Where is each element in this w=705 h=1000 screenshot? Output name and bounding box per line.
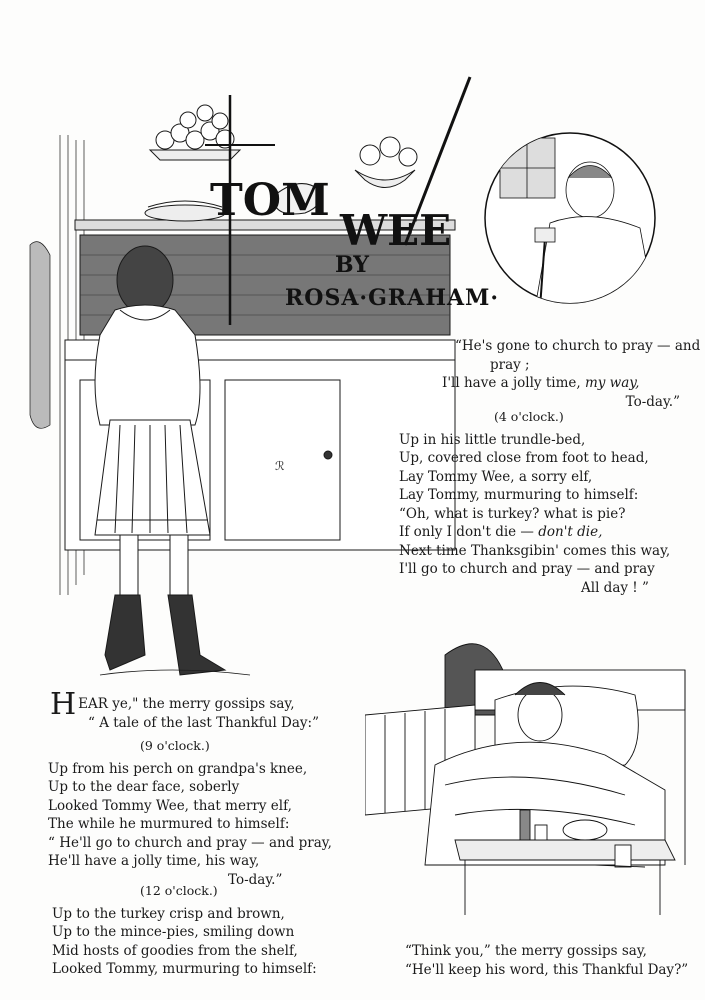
verse-line: “Think you,” the merry gossips say, [405, 943, 647, 959]
verse-line: pray ; [490, 356, 530, 373]
verse-line: Up, covered close from foot to head, [399, 450, 649, 466]
verse-line: Looked Tommy Wee, that merry elf, [48, 797, 292, 814]
stanza-9-oclock [48, 737, 348, 889]
sick-boy-illustration [365, 615, 695, 925]
verse-line: Lay Tommy Wee, a sorry elf, [399, 468, 593, 485]
verse-line: To-day.” [228, 871, 283, 888]
verse-line: Next time Thanksgibin' comes this way, [399, 542, 671, 559]
intro-stanza [50, 687, 350, 732]
verse-line: “He'll keep his word, this Thankful Day?” [405, 961, 689, 978]
byline-author: ROSA·GRAHAM· [285, 285, 500, 311]
byline-by: BY [335, 252, 369, 278]
svg-text:ℛ: ℛ [275, 459, 285, 473]
dropcap: H [50, 687, 77, 722]
time-label: (4 o'clock.) [494, 409, 564, 424]
verse-line: Lay Tommy, murmuring to himself: [399, 487, 639, 503]
verse-line: If only I don't die — don't die, [399, 524, 603, 540]
stanza-12-oclock-cont [442, 337, 701, 411]
verse-line: Up to the turkey crisp and brown, [52, 905, 285, 922]
verse-line: I'll go to church and pray — and pray [399, 561, 655, 577]
verse-line: Up in his little trundle-bed, [399, 431, 586, 448]
verse-line: Mid hosts of goodies from the shelf, [52, 942, 298, 959]
verse-line: I'll have a jolly time, my way, [442, 375, 640, 391]
title-word-wee: WEE [340, 206, 452, 255]
verse-line: To-day.” [625, 393, 680, 410]
intro-line-2: “ A tale of the last Thankful Day:” [88, 714, 320, 731]
title-word-tom: TOM [210, 175, 330, 226]
verse-line: “ He'll go to church and pray — and pray, [48, 834, 332, 851]
time-label: (12 o'clock.) [140, 883, 218, 898]
verse-line: The while he murmured to himself: [48, 816, 290, 832]
verse-line: “Oh, what is turkey? what is pie? [399, 505, 626, 522]
verse-line: Up to the mince-pies, smiling down [52, 924, 295, 940]
verse-line: Looked Tommy, murmuring to himself: [52, 961, 317, 977]
closing-couplet [405, 942, 700, 979]
grandpa-vignette [480, 128, 660, 308]
verse-line: “He's gone to church to pray — and [455, 338, 701, 354]
time-label: (9 o'clock.) [140, 738, 210, 753]
stanza-12-oclock [52, 882, 352, 979]
intro-line-1: H EAR ye," the merry gossips say, [50, 687, 295, 722]
stanza-4-oclock [399, 408, 699, 597]
verse-line: All day ! ” [581, 579, 649, 596]
verse-line: He'll have a jolly time, his way, [48, 853, 260, 869]
verse-line: Up from his perch on grandpa's knee, [48, 760, 308, 777]
verse-line: Up to the dear face, soberly [48, 779, 240, 795]
